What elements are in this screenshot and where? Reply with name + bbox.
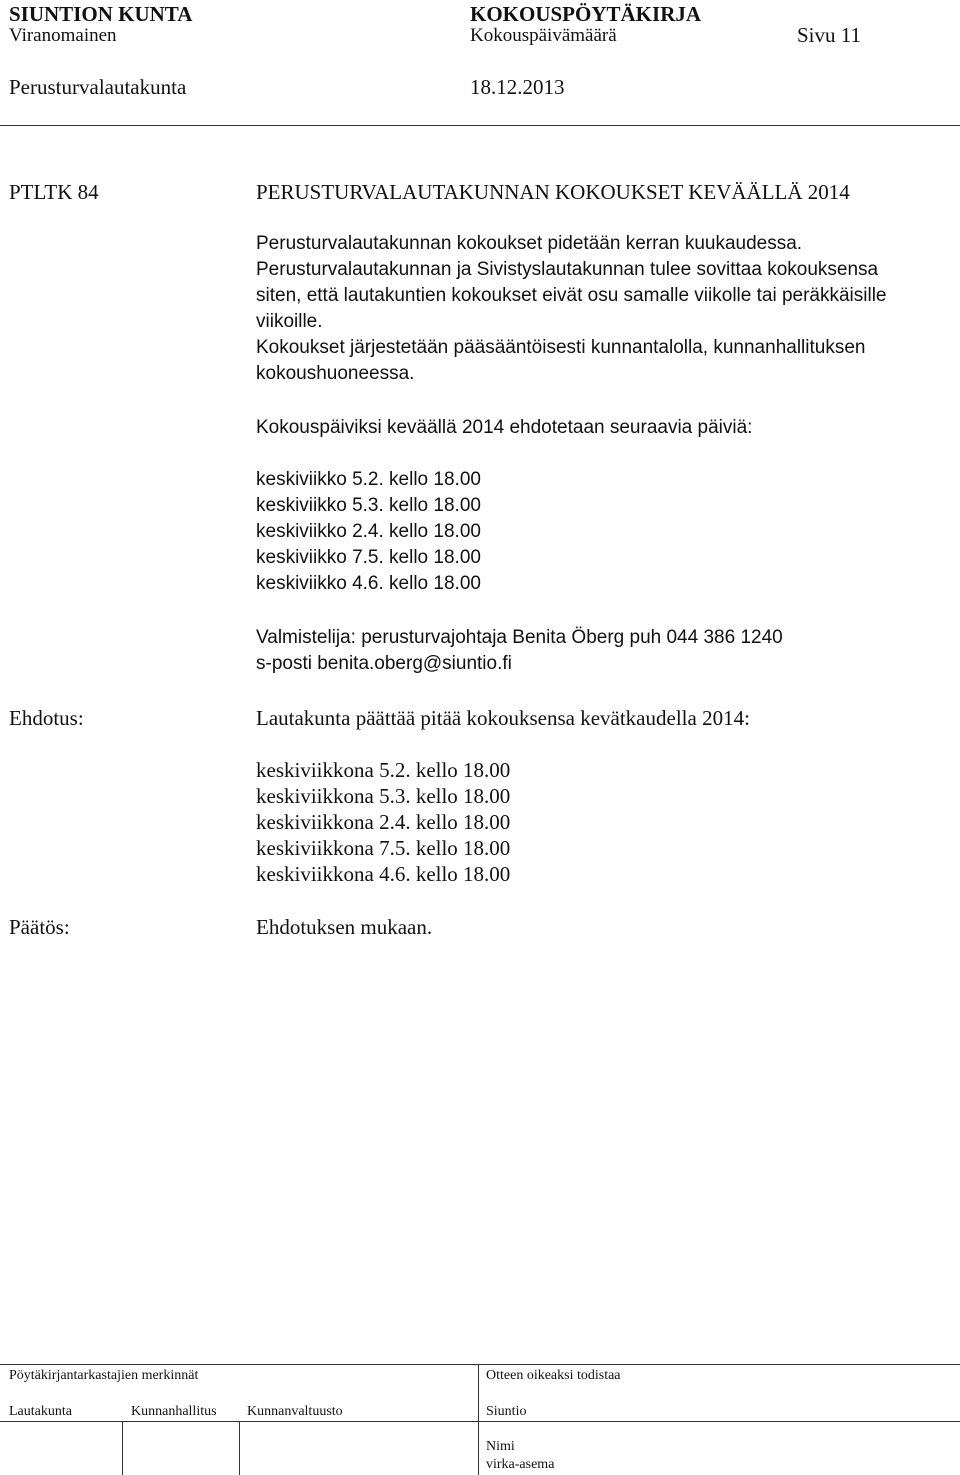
list-item: keskiviikko 7.5. kello 18.00 <box>256 547 481 568</box>
footer-place: Siuntio <box>486 1404 527 1419</box>
footer-col-council-exec: Kunnanhallitus <box>131 1404 217 1419</box>
reviewers-label: Pöytäkirjantarkastajien merkinnät <box>9 1368 199 1383</box>
footer-name-label: Nimi <box>486 1439 515 1454</box>
footer-col-board: Lautakunta <box>9 1404 72 1419</box>
background-paragraph: Perusturvalautakunnan kokoukset pidetään kerran kuukaudessa. Perusturvalautakunnan ja Sivistyslautakunnan tulee sovittaa kokouksensa siten, että lautakuntien kokoukset eivät osu samalle viikolle tai peräkkäisille viikoille. Kokoukset järjestetään pääsääntöisesti kunnantalolla, kunnanhallituksen kokoushuoneessa. <box>256 233 887 384</box>
decision-text: Ehdotuksen mukaan. <box>256 915 433 939</box>
footer-col-divider-1 <box>122 1421 123 1475</box>
list-item: keskiviikkona 4.6. kello 18.00 <box>256 862 511 886</box>
proposal-text: Lautakunta päättää pitää kokouksensa kevätkaudella 2014: <box>256 706 750 730</box>
header-divider <box>0 125 960 126</box>
list-item: keskiviikko 5.3. kello 18.00 <box>256 495 481 516</box>
meeting-date-label: Kokouspäivämäärä <box>470 25 617 46</box>
footer-col-divider-2 <box>239 1421 240 1475</box>
decided-dates-list <box>256 757 510 887</box>
preparer-line: Valmistelija: perusturvajohtaja Benita Öberg puh 044 386 1240 <box>256 627 783 648</box>
list-item: keskiviikkona 5.2. kello 18.00 <box>256 758 511 782</box>
item-code: PTLTK 84 <box>9 180 99 204</box>
proposal-label: Ehdotus: <box>9 706 84 730</box>
list-item: keskiviikkona 2.4. kello 18.00 <box>256 810 511 834</box>
meeting-date: 18.12.2013 <box>470 75 565 99</box>
authority-label: Viranomainen <box>9 25 117 46</box>
certified-label: Otteen oikeaksi todistaa <box>486 1368 621 1383</box>
decision-label: Päätös: <box>9 915 70 939</box>
municipality-name: SIUNTION KUNTA <box>9 2 193 26</box>
list-item: keskiviikko 5.2. kello 18.00 <box>256 469 481 490</box>
list-item: keskiviikkona 7.5. kello 18.00 <box>256 836 511 860</box>
preparer-email: s-posti benita.oberg@siuntio.fi <box>256 653 512 674</box>
authority-name: Perusturvalautakunta <box>9 75 187 99</box>
footer-col-council: Kunnanvaltuusto <box>247 1404 343 1419</box>
footer-center-divider <box>478 1364 479 1475</box>
list-item: keskiviikko 2.4. kello 18.00 <box>256 521 481 542</box>
list-item: keskiviikko 4.6. kello 18.00 <box>256 573 481 594</box>
list-item: keskiviikkona 5.3. kello 18.00 <box>256 784 511 808</box>
item-title: PERUSTURVALAUTAKUNNAN KOKOUKSET KEVÄÄLLÄ 2014 <box>256 180 850 204</box>
proposal-intro: Kokouspäiviksi keväällä 2014 ehdotetaan seuraavia päiviä: <box>256 417 753 438</box>
footer-top-rule <box>0 1364 960 1365</box>
document-type: KOKOUSPÖYTÄKIRJA <box>470 2 702 26</box>
proposed-dates-list <box>256 467 481 597</box>
page-number: Sivu 11 <box>797 23 861 47</box>
footer-position-label: virka-asema <box>486 1457 555 1472</box>
background-text <box>256 231 946 387</box>
footer-mid-rule <box>0 1421 960 1422</box>
